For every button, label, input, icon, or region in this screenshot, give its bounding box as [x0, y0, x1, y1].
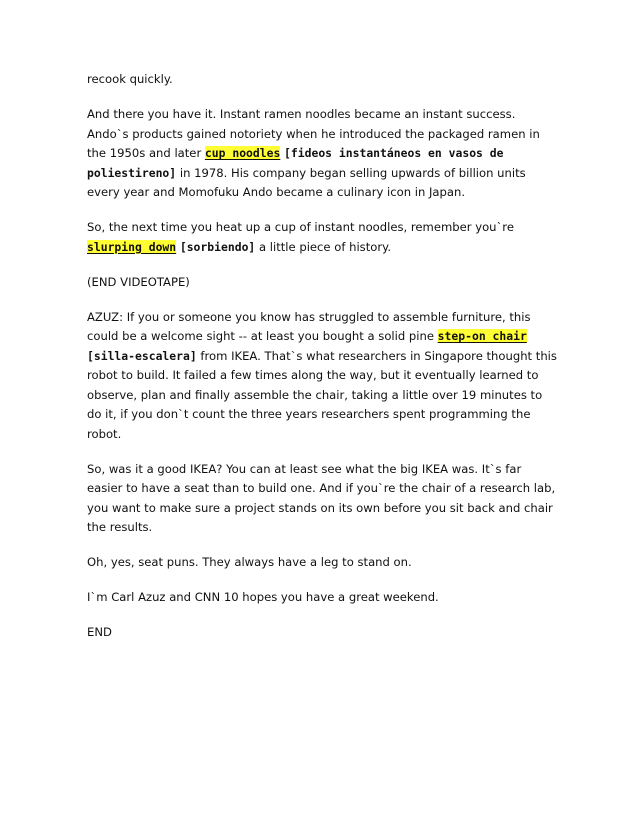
text-run: recook quickly. — [87, 72, 173, 86]
highlighted-vocab: slurping down — [87, 239, 177, 254]
paragraph — [87, 218, 557, 257]
translation: [silla-escalera] — [87, 348, 197, 363]
translation: [sorbiendo] — [179, 239, 256, 254]
paragraph — [87, 70, 557, 90]
text-run: Oh, yes, seat puns. They always have a leg to stand on. — [87, 555, 412, 569]
text-run: I`m Carl Azuz and CNN 10 hopes you have a great weekend. — [87, 590, 439, 604]
text-run: END — [87, 625, 112, 639]
paragraph — [87, 460, 557, 538]
paragraph — [87, 588, 557, 608]
text-run: So, was it a good IKEA? You can at least see what the big IKEA was. It`s far easier to have a seat than to build one. And if you`re the chair of a research lab, you want to make sure a project stands on its own before you sit back and chair the results. — [87, 461, 556, 534]
text-run: a little piece of history. — [255, 239, 392, 254]
text-run: (END VIDEOTAPE) — [87, 274, 190, 289]
paragraph — [87, 273, 557, 293]
text-run: And there you have it. Instant ramen noodles became an instant success. Ando`s products gained notoriety when he introduced the packaged ramen in the 1950s and later — [87, 107, 540, 160]
text-run: AZUZ: If you or someone you know has struggled to assemble furniture, this could be a welcome sight -- at least you bought a solid pine — [87, 309, 531, 343]
paragraph — [87, 105, 557, 203]
document-page — [87, 70, 557, 658]
paragraph — [87, 553, 557, 573]
highlighted-vocab: step-on chair — [437, 329, 527, 343]
paragraph — [87, 308, 557, 445]
paragraph — [87, 623, 557, 643]
text-run: So, the next time you heat up a cup of instant noodles, remember you`re — [87, 220, 514, 234]
translation: [fideos instantáneos en vasos de poliestireno] — [87, 146, 504, 180]
text-run: from IKEA. That`s what researchers in Singapore thought this robot to build. It failed a few times along the way, but it eventually learned to observe, plan and finally assemble the chair, taking a little over 19 minutes to do it, if you don`t count the three years researchers spent programming the robot. — [87, 348, 557, 441]
text-run: in 1978. His company began selling upwards of billion units every year and Momofuku Ando became a culinary icon in Japan. — [87, 165, 526, 199]
highlighted-vocab: cup noodles — [204, 146, 281, 160]
